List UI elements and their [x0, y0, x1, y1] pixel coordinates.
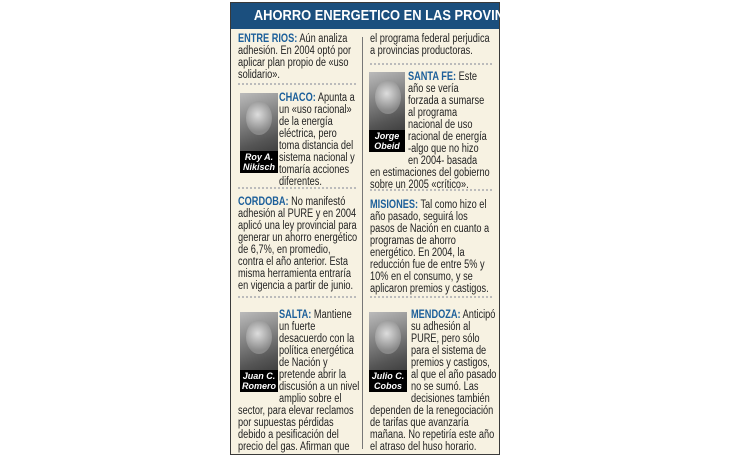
text-line — [279, 164, 350, 176]
line-text: generar un ahorro energético — [238, 232, 358, 244]
text-line — [411, 345, 487, 357]
text-line — [279, 321, 350, 333]
text-line — [370, 259, 485, 271]
line-text: aplicaron premios y castigos. — [370, 283, 489, 295]
separator — [370, 63, 492, 65]
text-line — [370, 271, 474, 283]
line-text: adhesión. En 2004 optó por — [238, 45, 352, 57]
line-text: racional de energía — [408, 131, 487, 143]
line-text: política energética — [279, 345, 354, 357]
text-line — [408, 155, 482, 167]
text-line — [370, 247, 474, 259]
text-line — [411, 309, 496, 321]
line-text: precio del gas. Afirman que — [238, 441, 350, 453]
article-box — [230, 2, 535, 455]
text-line — [238, 45, 352, 57]
text-line — [408, 83, 482, 95]
line-text: pasos de Nación en cuanto a — [370, 223, 490, 235]
text-line — [279, 393, 350, 405]
text-line — [408, 119, 482, 131]
line-text: de 6,7%, en promedio, — [238, 244, 331, 256]
text-line — [238, 441, 350, 453]
separator — [238, 187, 356, 189]
text-line — [370, 429, 495, 441]
line-text: al programa — [408, 107, 458, 119]
line-text: no se sumó. Las — [411, 381, 479, 393]
line-text: año se vería — [408, 83, 459, 95]
line-text: un fuerte — [279, 321, 316, 333]
text-line — [279, 381, 360, 393]
line-text: tomaría acciones — [279, 164, 350, 176]
province-label: SANTA FE: — [408, 71, 457, 83]
separator — [238, 83, 356, 85]
text-line — [279, 369, 350, 381]
line-text: 10% en el consumo, y se — [370, 271, 473, 283]
text-line — [411, 321, 482, 333]
text-line — [279, 345, 354, 357]
text-line — [279, 140, 354, 152]
text-line — [238, 429, 342, 441]
text-line — [279, 357, 350, 369]
line-text: Aún analiza — [297, 33, 348, 45]
text-line — [370, 199, 487, 211]
caption-line: Julio C. — [371, 371, 405, 381]
caption-line: Roy A. — [244, 152, 274, 162]
text-line — [238, 256, 348, 268]
line-text: No manifestó — [288, 196, 346, 208]
line-text: en vigencia a partir de junio. — [238, 280, 354, 292]
line-text: sobre un 2005 «crítico». — [370, 179, 469, 191]
caption-line: Obeid — [374, 141, 400, 151]
line-text: de la energía — [279, 116, 333, 128]
text-line — [370, 167, 490, 179]
text-line — [408, 95, 485, 107]
line-text: misma herramienta entraría — [238, 268, 351, 280]
province-label: CORDOBA: — [238, 196, 289, 208]
separator — [238, 296, 356, 298]
caption-line: Romero — [241, 381, 276, 391]
province-label: ENTRE RIOS: — [238, 33, 298, 45]
province-label: MISIONES: — [370, 199, 419, 211]
text-line — [408, 143, 482, 155]
section-cordoba — [238, 196, 368, 292]
text-line — [411, 369, 497, 381]
text-line — [408, 131, 487, 143]
caption-line: Juan C. — [242, 371, 276, 381]
section-mendoza — [370, 309, 500, 453]
line-text: premios y castigos, — [411, 357, 490, 369]
separator — [370, 296, 492, 298]
line-text: pretende abrir la — [279, 369, 346, 381]
line-text: solidario». — [238, 69, 280, 81]
caption-line: Nikisch — [242, 162, 275, 172]
text-line — [370, 45, 474, 57]
section-santa-fe — [370, 71, 500, 191]
line-text: Este — [456, 71, 478, 83]
text-line — [370, 33, 490, 45]
line-text: dependen de la renegociación — [370, 405, 494, 417]
line-text: adhesión al PURE y en 2004 — [238, 208, 357, 220]
text-line — [411, 381, 482, 393]
text-line — [238, 244, 342, 256]
text-line — [279, 116, 350, 128]
line-text: programas de ahorro — [370, 235, 456, 247]
line-text: el programa federal perjudica — [370, 33, 490, 45]
line-text: para el sistema de — [411, 345, 487, 357]
line-text: sector, para elevar reclamos — [238, 405, 354, 417]
line-text: debido a pesificación del — [238, 429, 339, 441]
line-text: eléctrica, pero — [279, 128, 337, 140]
section-chaco — [238, 92, 368, 188]
section-salta — [238, 309, 368, 453]
text-line — [238, 417, 342, 429]
line-text: año pasado, seguirá los — [370, 211, 468, 223]
line-text: de Nación y — [279, 357, 328, 369]
text-line — [370, 223, 490, 235]
text-line — [279, 152, 355, 164]
section-misiones — [370, 199, 500, 295]
line-text: aplicar plan propio de «uso — [238, 57, 349, 69]
section-entre-rios — [238, 33, 368, 81]
line-text: toma distancia del — [279, 140, 354, 152]
text-line — [238, 268, 351, 280]
line-text: Apunta a — [315, 92, 355, 104]
text-line — [279, 128, 350, 140]
line-text: nacional de uso — [408, 119, 473, 131]
line-text: al que el año pasado — [411, 369, 497, 381]
line-text: forzada a sumarse — [408, 95, 485, 107]
caption-line: Cobos — [374, 381, 402, 391]
line-text: de tarifas que avanzaría — [370, 417, 469, 429]
line-text: discusión a un nivel — [279, 381, 360, 393]
text-line — [411, 333, 482, 345]
line-text: Anticipó — [460, 309, 496, 321]
line-text: sistema nacional y — [279, 152, 355, 164]
caption-line: Jorge — [374, 131, 400, 141]
text-line — [408, 107, 482, 119]
province-label: MENDOZA: — [411, 309, 461, 321]
text-line — [370, 441, 477, 453]
line-text: su adhesión al — [411, 321, 471, 333]
text-line — [411, 357, 490, 369]
separator — [370, 189, 492, 191]
text-line — [279, 104, 350, 116]
text-line — [279, 309, 350, 321]
text-line — [279, 333, 355, 345]
text-line — [238, 280, 354, 292]
line-text: energético. En 2004, la — [370, 247, 465, 259]
line-text: aplicó una ley provincial para — [238, 220, 357, 232]
text-line — [370, 283, 489, 295]
line-text: mañana. No repetiría este año — [370, 429, 495, 441]
text-line — [370, 405, 494, 417]
line-text: PURE, pero sólo — [411, 333, 480, 345]
text-line — [238, 196, 346, 208]
text-line — [238, 232, 358, 244]
line-text: contra el año anterior. Esta — [238, 256, 348, 268]
text-line — [370, 235, 474, 247]
text-line — [238, 33, 348, 45]
line-text: un «uso racional» — [279, 104, 352, 116]
text-line — [238, 69, 342, 81]
text-line — [238, 208, 357, 220]
text-line — [411, 393, 490, 405]
line-text: diferentes. — [279, 176, 322, 188]
section-salta-continued — [370, 33, 500, 57]
line-text: el atraso del huso horario. — [370, 441, 477, 453]
line-text: -algo que no hizo — [408, 143, 479, 155]
line-text: a provincias productoras. — [370, 45, 473, 57]
text-line — [238, 220, 357, 232]
line-text: desacuerdo con la — [279, 333, 355, 345]
province-label: SALTA: — [279, 309, 312, 321]
line-text: por supuestas pérdidas — [238, 417, 334, 429]
article-title: AHORRO ENERGETICO EN LAS PROVINCIAS — [231, 3, 499, 29]
line-text: decisiones también — [411, 393, 490, 405]
line-text: amplio sobre el — [279, 393, 342, 405]
line-text: reducción fue de entre 5% y — [370, 259, 485, 271]
text-line — [279, 92, 355, 104]
line-text: Tal como hizo el — [418, 199, 487, 211]
text-line — [408, 71, 482, 83]
province-label: CHACO: — [279, 92, 316, 104]
text-line — [370, 417, 474, 429]
line-text: en estimaciones del gobierno — [370, 167, 490, 179]
text-line — [370, 211, 474, 223]
line-text: en 2004- basada — [408, 155, 478, 167]
text-line — [238, 405, 354, 417]
text-line — [238, 57, 349, 69]
line-text: Mantiene — [311, 309, 352, 321]
